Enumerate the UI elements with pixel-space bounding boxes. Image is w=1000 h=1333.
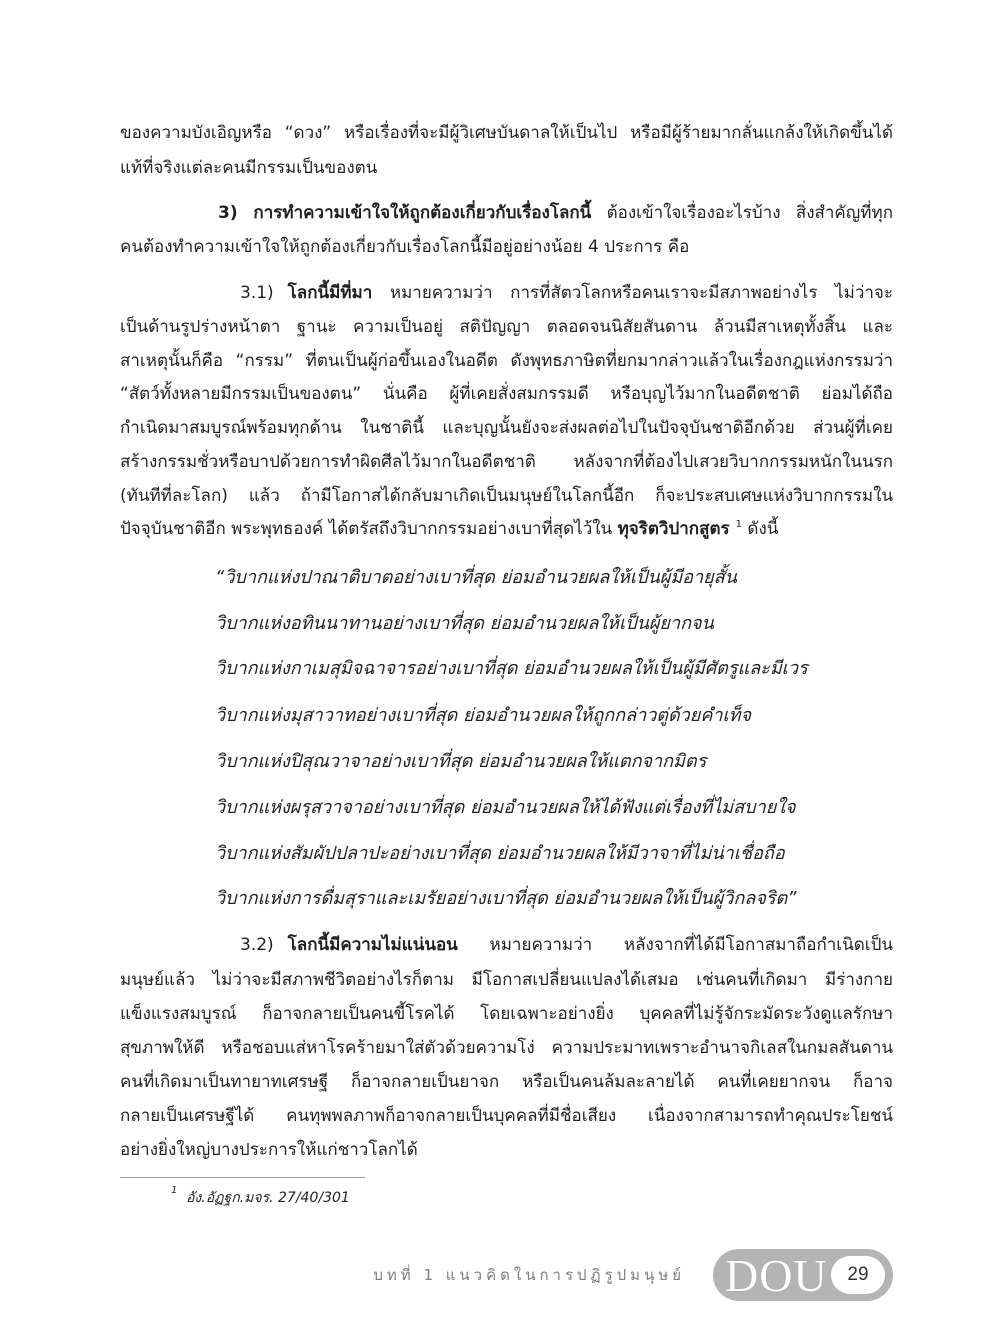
quote-line: วิบากแห่งผรุสวาจาอย่างเบาที่สุด ย่อมอำนวยผลให้ได้ฟังแต่เรื่องที่ไม่สบายใจ (215, 797, 796, 818)
footnote-marker: 1 (171, 1185, 178, 1196)
body-line: กำเนิดมาสมบูรณ์พร้อมทุกด้าน ในชาตินี้ และบุญนั้นยังจะส่งผลต่อไปในปัจจุบันชาติอีกด้วย ส่วนผู้ที่เคย (120, 418, 893, 438)
body-line: แข็งแรงสมบูรณ์ ก็อาจกลายเป็นคนขี้โรคได้ โดยเฉพาะอย่างยิ่ง บุคคลที่ไม่รู้จักระมัดระวังดูแลรักษา (120, 1004, 893, 1024)
dou-logo-badge (713, 1249, 893, 1301)
quote-line: วิบากแห่งกาเมสุมิจฉาจารอย่างเบาที่สุด ย่อมอำนวยผลให้เป็นผู้มีศัตรูและมีเวร (215, 658, 808, 679)
body-text: ดังนี้ (742, 519, 779, 539)
body-line: อย่างยิ่งใหญ่บางประการให้แก่ชาวโลกได้ (120, 1140, 418, 1160)
quote-line: วิบากแห่งสัมผัปปลาปะอย่างเบาที่สุด ย่อมอำนวยผลให้มีวาจาที่ไม่น่าเชื่อถือ (215, 843, 785, 864)
chapter-title: บทที่ 1 แนวคิดในการปฏิรูปมนุษย์ (373, 1266, 685, 1284)
section-number: 3.2) (240, 935, 274, 955)
quote-line: วิบากแห่งปิสุณวาจาอย่างเบาที่สุด ย่อมอำนวยผลให้แตกจากมิตร (215, 751, 707, 772)
item-3-line (218, 196, 893, 230)
body-text: ต้องเข้าใจเรื่องอะไรบ้าง สิ่งสำคัญที่ทุก (591, 203, 893, 223)
body-text: หมายความว่า หลังจากที่ได้มีโอกาสมาถือกำเนิดเป็น (457, 935, 893, 955)
quote-line: วิบากแห่งมุสาวาทอย่างเบาที่สุด ย่อมอำนวยผลให้ถูกกล่าวตู่ด้วยคำเท็จ (215, 705, 752, 726)
body-line: “สัตว์ทั้งหลายมีกรรมเป็นของตน” นั่นคือ ผู้ที่เคยสั่งสมกรรมดี หรือบุญไว้มากในอดีตชาติ ย่อมได้ถือ (120, 384, 893, 404)
body-line: มนุษย์แล้ว ไม่ว่าจะมีสภาพชีวิตอย่างไรก็ตาม มีโอกาสเปลี่ยนแปลงได้เสมอ เช่นคนที่เกิดมา มีร่างกาย (120, 970, 893, 990)
quote-line: วิบากแห่งอทินนาทานอย่างเบาที่สุด ย่อมอำนวยผลให้เป็นผู้ยากจน (215, 613, 714, 634)
section-title: โลกนี้มีความไม่แน่นอน (287, 935, 458, 955)
quote-line: วิบากแห่งการดื่มสุราและเมรัยอย่างเบาที่สุด ย่อมอำนวยผลให้เป็นผู้วิกลจริต” (215, 888, 797, 909)
section-number: 3.1) (240, 283, 274, 303)
section-3-1-first-line (240, 276, 893, 310)
section-title: โลกนี้มีที่มา (287, 283, 373, 303)
body-line: ของความบังเอิญหรือ “ดวง” หรือเรื่องที่จะมีผู้วิเศษบันดาลให้เป็นไป หรือมีผู้ร้ายมากลั่นแกล้งให้เกิดขึ้นได้ (120, 123, 893, 143)
dou-logo-text: DOU (725, 1250, 828, 1301)
footnote-divider (120, 1177, 365, 1178)
body-line: สร้างกรรมชั่วหรือบาปด้วยการทำผิดศีลไว้มากในอดีตชาติ หลังจากที่ต้องไปเสวยวิบากกรรมหนักในนรก (120, 452, 893, 472)
sutta-name: ทุจริตวิปากสูตร (617, 519, 730, 539)
body-line: สุขภาพให้ดี หรือชอบแส่หาโรคร้ายมาใส่ตัวด้วยความโง่ ความประมาทเพราะอำนาจกิเลสในกมลสันดาน (120, 1038, 893, 1058)
quote-line: “วิบากแห่งปาณาติบาตอย่างเบาที่สุด ย่อมอำนวยผลให้เป็นผู้มีอายุสั้น (215, 567, 737, 588)
item-3-heading: 3) การทำความเข้าใจให้ถูกต้องเกี่ยวกับเรื่องโลกนี้ (218, 203, 592, 223)
body-line: เป็นด้านรูปร่างหน้าตา ฐานะ ความเป็นอยู่ สติปัญญา ตลอดจนนิสัยสันดาน ล้วนมีสาเหตุทั้งสิ้น และ (120, 317, 893, 337)
section-3-2-first-line (240, 928, 893, 962)
body-text: หมายความว่า การที่สัตวโลกหรือคนเราจะมีสภาพอย่างไร ไม่ว่าจะ (372, 283, 893, 303)
body-line: กลายเป็นเศรษฐีได้ คนทุพพลภาพก็อาจกลายเป็นบุคคลที่มีชื่อเสียง เนื่องจากสามารถทำคุณประโยชน์ (120, 1106, 893, 1126)
body-line: (ทันทีที่ละโลก) แล้ว ถ้ามีโอกาสได้กลับมาเกิดเป็นมนุษย์ในโลกนี้อีก ก็จะประสบเศษแห่งวิบากกรรมใน (120, 486, 893, 506)
body-line: แท้ที่จริงแต่ละคนมีกรรมเป็นของตน (120, 158, 378, 178)
body-line: คนต้องทำความเข้าใจให้ถูกต้องเกี่ยวกับเรื่องโลกนี้มีอยู่อย่างน้อย 4 ประการ คือ (120, 237, 690, 257)
body-text: ปัจจุบันชาติอีก พระพุทธองค์ ได้ตรัสถึงวิบากกรรมอย่างเบาที่สุดไว้ใน (120, 519, 618, 539)
page-number: 29 (831, 1256, 885, 1294)
body-line: สาเหตุนั้นก็คือ “กรรม” ที่ตนเป็นผู้ก่อขึ้นเองในอดีต ดังพุทธภาษิตที่ยกมากล่าวแล้วในเรื่องกฎแห่งกรรมว่า (120, 351, 893, 371)
section-3-1-last-line (120, 512, 893, 546)
footnote-reference: 1 (735, 519, 743, 531)
footnote-text: อัง.อัฏฐก.มจร. 27/40/301 (186, 1190, 350, 1206)
body-line: คนที่เกิดมาเป็นทายาทเศรษฐี ก็อาจกลายเป็นยาจก หรือเป็นคนล้มละลายได้ คนที่เคยยากจน ก็อาจ (120, 1072, 893, 1092)
